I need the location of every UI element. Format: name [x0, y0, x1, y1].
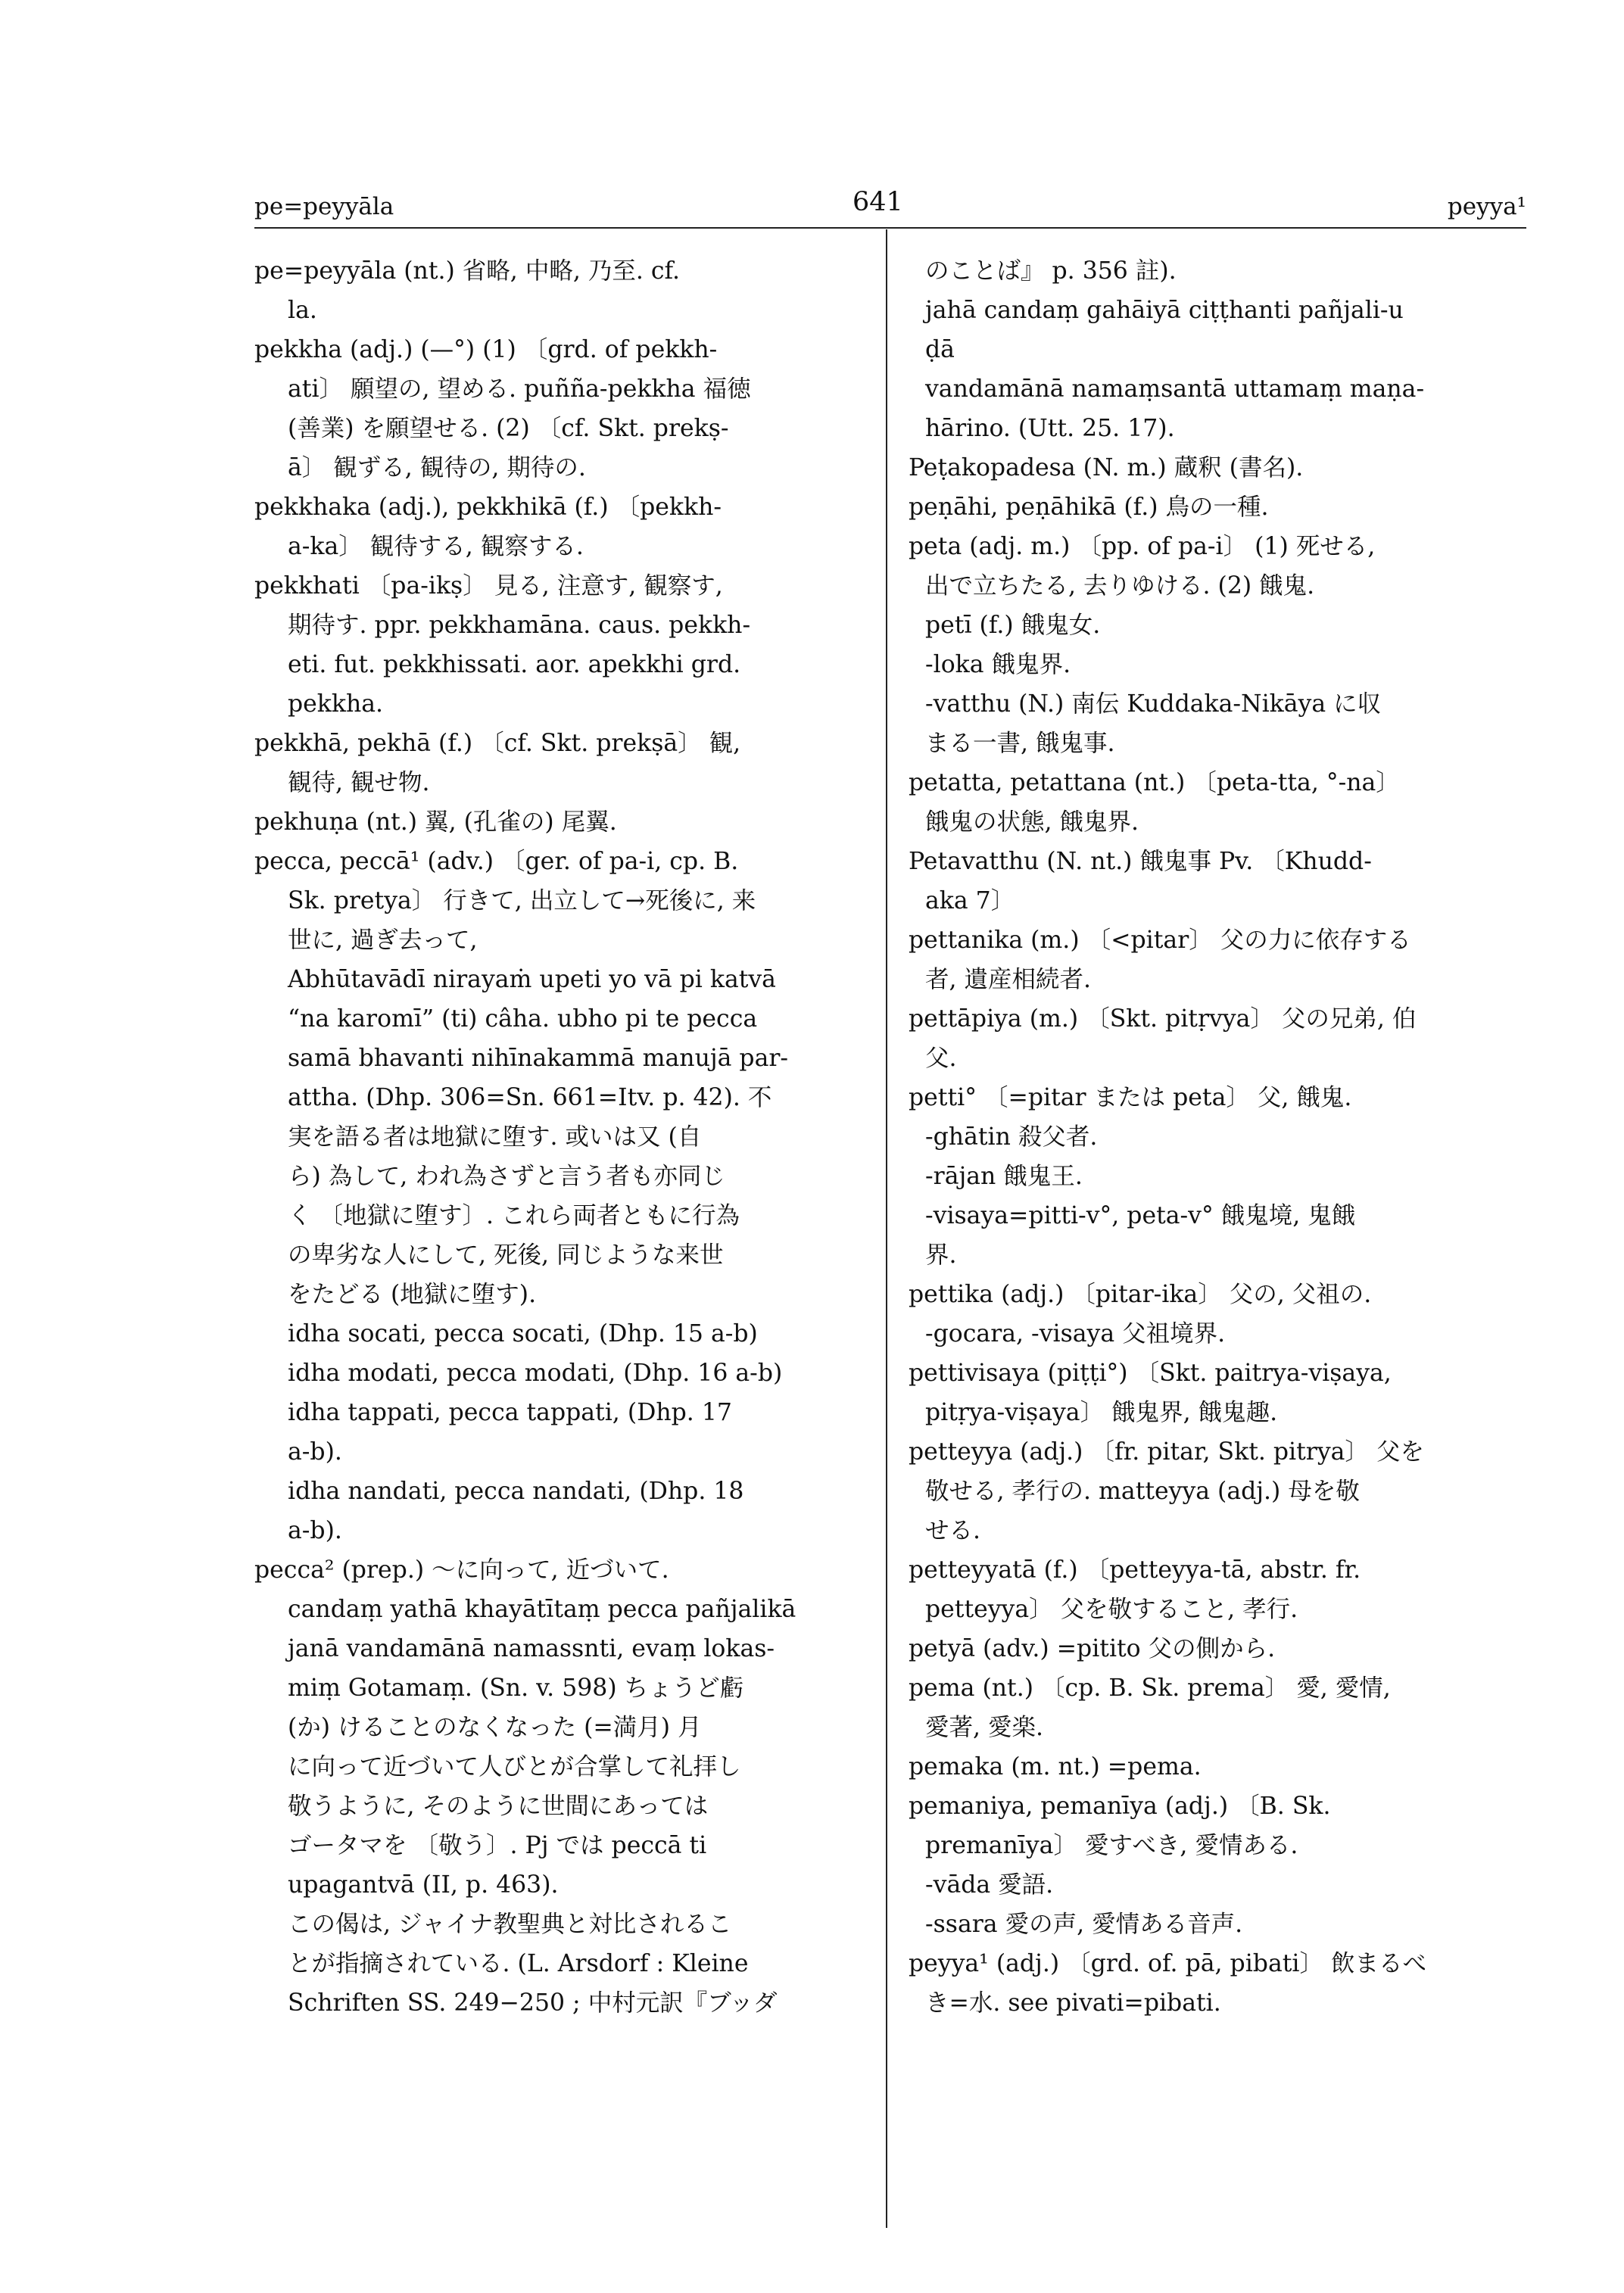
entry-text-line: aka 7〕 — [925, 887, 1015, 914]
entry-text-line: ḍā — [925, 336, 955, 363]
entry-text-line: eti. fut. pekkhissati. aor. apekkhi grd. — [288, 651, 741, 678]
entry-headword-line: petteyya (adj.) 〔fr. pitar, Skt. pitrya〕 父を — [909, 1438, 1424, 1466]
entry-headword-line: petti° 〔=pitar または peta〕 父, 餓鬼. — [909, 1084, 1352, 1111]
entry-headword-line: pekkhā, pekhā (f.) 〔cf. Skt. prekṣā〕 観, — [254, 730, 741, 757]
entry-text-line: vandamānā namaṃsantā uttamaṃ maṇa- — [925, 375, 1425, 403]
entry-text-line: のことば』 p. 356 註). — [925, 257, 1177, 285]
entry-headword-line: peṇāhi, peṇāhikā (f.) 鳥の一種. — [909, 494, 1269, 521]
entry-headword-line: pe=peyyāla (nt.) 省略, 中略, 乃至. cf. — [254, 257, 681, 285]
entry-text-line: ati〕 願望の, 望める. puñña-pekkha 福徳 — [288, 375, 751, 403]
entry-text-line: “na karomī” (ti) câha. ubho pi te pecca — [288, 1005, 758, 1033]
entry-text-line: a-b). — [288, 1438, 342, 1466]
entry-text-line: hārino. (Utt. 25. 17). — [925, 415, 1175, 442]
entry-text-line: 餓鬼の状態, 餓鬼界. — [925, 808, 1139, 836]
entry-text-line: の卑劣な人にして, 死後, 同じような来世 — [288, 1242, 724, 1269]
entry-text-line: (か) けることのなくなった (=満月) 月 — [288, 1714, 702, 1741]
entry-text-line: upagantvā (II, p. 463). — [288, 1871, 559, 1899]
entry-text-line: せる. — [925, 1517, 981, 1544]
entry-text-line: 愛著, 愛楽. — [925, 1714, 1044, 1741]
entry-headword-line: pekhuṇa (nt.) 翼, (孔雀の) 尾翼. — [254, 808, 617, 836]
entry-text-line: janā vandamānā namassnti, evaṃ lokas- — [288, 1635, 775, 1662]
entry-headword-line: pema (nt.) 〔cp. B. Sk. prema〕 愛, 愛情, — [909, 1675, 1391, 1702]
entry-text-line: miṃ Gotamaṃ. (Sn. v. 598) ちょうど虧 — [288, 1675, 744, 1702]
entry-text-line: pitṛya-viṣaya〕 餓鬼界, 餓鬼趣. — [925, 1399, 1278, 1426]
entry-text-line: idha tappati, pecca tappati, (Dhp. 17 — [288, 1399, 732, 1426]
entry-text-line: -gocara, -visaya 父祖境界. — [925, 1320, 1226, 1347]
entry-text-line: -rājan 餓鬼王. — [925, 1163, 1083, 1190]
entry-headword-line: pettanika (m.) 〔<pitar〕 父の力に依存する — [909, 927, 1411, 954]
entry-headword-line: peyya¹ (adj.) 〔grd. of. pā, pibati〕 飲まるべ — [909, 1950, 1426, 1977]
entry-text-line: まる一書, 餓鬼事. — [925, 730, 1115, 757]
entry-text-line: a-b). — [288, 1517, 342, 1544]
entry-text-line: jahā candaṃ gahāiyā ciṭṭhanti pañjali-u — [925, 297, 1404, 324]
entry-text-line: -ssara 愛の声, 愛情ある音声. — [925, 1911, 1243, 1938]
entry-headword-line: pettika (adj.) 〔pitar-ika〕 父の, 父祖の. — [909, 1281, 1372, 1308]
entry-text-line: -vāda 愛語. — [925, 1871, 1054, 1899]
entry-headword-line: pekkhaka (adj.), pekkhikā (f.) 〔pekkh- — [254, 494, 722, 521]
entry-headword-line: petatta, petattana (nt.) 〔peta-tta, °-na〕 — [909, 769, 1400, 796]
entry-text-line: attha. (Dhp. 306=Sn. 661=Itv. p. 42). 不 — [288, 1084, 772, 1111]
entry-text-line: ゴータマを 〔敬う〕. Pj では peccā ti — [288, 1832, 707, 1859]
page-number: 641 — [853, 187, 903, 217]
entry-headword-line: pekkha (adj.) (—°) (1) 〔grd. of pekkh- — [254, 336, 718, 363]
column-divider — [886, 229, 887, 2228]
entry-text-line: -ghātin 殺父者. — [925, 1123, 1098, 1151]
entry-text-line: Schriften SS. 249−250 ; 中村元訳『ブッダ — [288, 1989, 778, 2017]
entry-headword-line: Peṭakopadesa (N. m.) 蔵釈 (書名). — [909, 454, 1304, 481]
entry-text-line: (善業) を願望せる. (2) 〔cf. Skt. prekṣ- — [288, 415, 729, 442]
entry-headword-line: petyā (adv.) =pitito 父の側から. — [909, 1635, 1276, 1662]
entry-text-line: -visaya=pitti-v°, peta-v° 餓鬼境, 鬼餓 — [925, 1202, 1356, 1229]
entry-text-line: premanīya〕 愛すべき, 愛情ある. — [925, 1832, 1298, 1859]
entry-text-line: la. — [288, 297, 317, 324]
entry-text-line: samā bhavanti nihīnakammā manujā par- — [288, 1045, 789, 1072]
entry-text-line: a-ka〕 観待する, 観察する. — [288, 533, 584, 560]
entry-text-line: この偈は, ジャイナ教聖典と対比されるこ — [288, 1911, 732, 1938]
entry-text-line: とが指摘されている. (L. Arsdorf : Kleine — [288, 1950, 749, 1977]
entry-text-line: き=水. see pivati=pibati. — [925, 1989, 1221, 2017]
entry-text-line: 界. — [925, 1242, 957, 1269]
entry-headword-line: pemaka (m. nt.) =pema. — [909, 1753, 1202, 1781]
entry-text-line: pekkha. — [288, 690, 384, 718]
entry-text-line: 世に, 過ぎ去って, — [288, 927, 478, 954]
entry-text-line: Abhūtavādī nirayaṁ upeti yo vā pi katvā — [288, 966, 776, 993]
entry-text-line: ā〕 観ずる, 観待の, 期待の. — [288, 454, 586, 481]
entry-headword-line: petteyyatā (f.) 〔petteyya-tā, abstr. fr. — [909, 1556, 1361, 1584]
header-rule — [254, 227, 1526, 229]
entry-text-line: に向って近づいて人びとが合掌して礼拝し — [288, 1753, 741, 1781]
entry-text-line: candaṃ yathā khayātītaṃ pecca pañjalikā — [288, 1596, 796, 1623]
right-column — [909, 251, 1526, 2023]
entry-text-line: petteyya〕 父を敬すること, 孝行. — [925, 1596, 1298, 1623]
entry-headword-line: peta (adj. m.) 〔pp. of pa-i〕 (1) 死せる, — [909, 533, 1376, 560]
entry-headword-line: pettivisaya (piṭṭi°) 〔Skt. paitrya-viṣaya, — [909, 1360, 1392, 1387]
left-column — [254, 251, 860, 2023]
entry-text-line: 実を語る者は地獄に堕す. 或いは又 (自 — [288, 1123, 702, 1151]
entry-headword-line: pemaniya, pemanīya (adj.) 〔B. Sk. — [909, 1793, 1331, 1820]
page-header — [254, 187, 1526, 231]
entry-text-line: 観待, 観せ物. — [288, 769, 430, 796]
entry-text-line: 者, 遺産相続者. — [925, 966, 1092, 993]
entry-text-line: -loka 餓鬼界. — [925, 651, 1071, 678]
entry-headword-line: pettāpiya (m.) 〔Skt. pitṛvya〕 父の兄弟, 伯 — [909, 1005, 1417, 1033]
entry-text-line: ら) 為して, われ為さずと言う者も亦同じ — [288, 1163, 725, 1190]
entry-text-line: 期待す. ppr. pekkhamāna. caus. pekkh- — [288, 612, 751, 639]
entry-text-line: 出で立ちたる, 去りゆける. (2) 餓鬼. — [925, 572, 1315, 600]
entry-text-line: Sk. pretya〕 行きて, 出立して→死後に, 来 — [288, 887, 756, 914]
entry-text-line: petī (f.) 餓鬼女. — [925, 612, 1101, 639]
entry-headword-line: pecca, peccā¹ (adv.) 〔ger. of pa-i, cp. B. — [254, 848, 739, 875]
entry-headword-line: Petavatthu (N. nt.) 餓鬼事 Pv. 〔Khudd- — [909, 848, 1372, 875]
entry-text-line: く 〔地獄に堕す〕. これら両者ともに行為 — [288, 1202, 740, 1229]
entry-headword-line: pecca² (prep.) ～に向って, 近づいて. — [254, 1556, 669, 1584]
entry-text-line: idha nandati, pecca nandati, (Dhp. 18 — [288, 1478, 744, 1505]
entry-headword-line: pekkhati 〔pa-ikṣ〕 見る, 注意す, 観察す, — [254, 572, 723, 600]
entry-text-line: 父. — [925, 1045, 957, 1072]
header-right-guideword: peyya¹ — [1447, 193, 1526, 220]
entry-text-line: idha modati, pecca modati, (Dhp. 16 a-b) — [288, 1360, 783, 1387]
entry-text-line: idha socati, pecca socati, (Dhp. 15 a-b) — [288, 1320, 758, 1347]
entry-text-line: をたどる (地獄に堕す). — [288, 1281, 537, 1308]
entry-text-line: 敬せる, 孝行の. matteyya (adj.) 母を敬 — [925, 1478, 1360, 1505]
entry-text-line: -vatthu (N.) 南伝 Kuddaka-Nikāya に収 — [925, 690, 1382, 718]
entry-text-line: 敬うように, そのように世間にあっては — [288, 1793, 709, 1820]
header-left-guideword: pe=peyyāla — [254, 193, 394, 220]
